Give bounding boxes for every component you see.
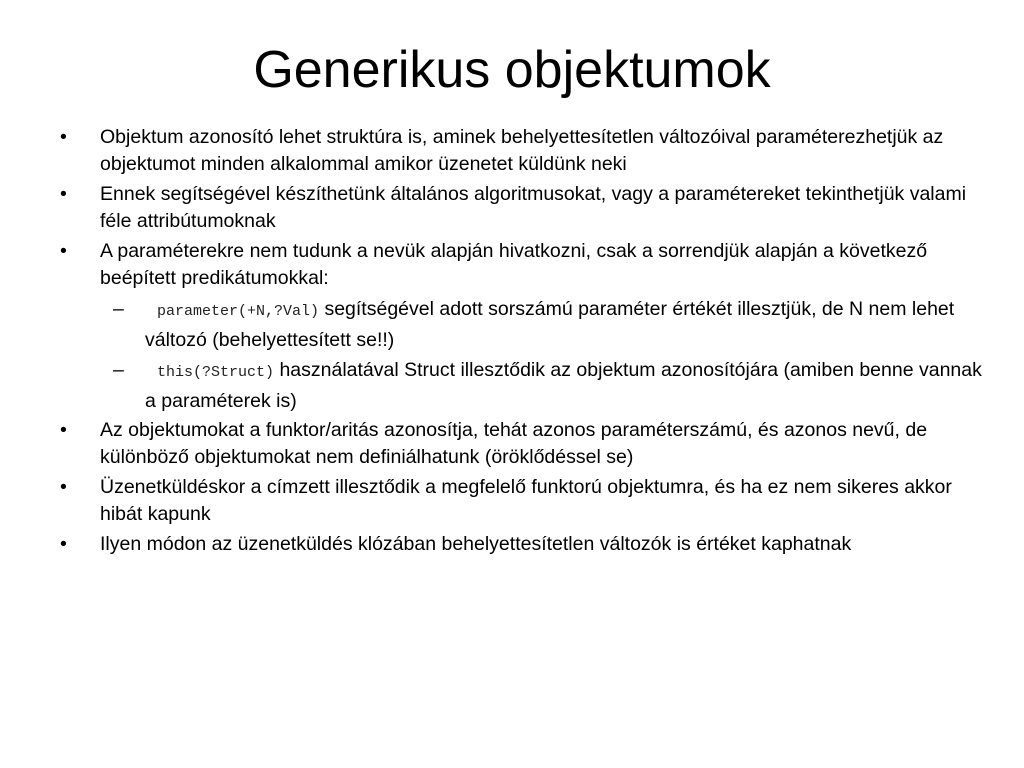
bullet-item xyxy=(56,181,996,235)
bullet-text: Az objektumokat a funktor/aritás azonosítja, tehát azonos paraméterszámú, és azonos nevű, de különböző objektumokat nem definiálhatunk (öröklődéssel se) xyxy=(100,419,928,468)
bullet-text: Üzenetküldéskor a címzett illesztődik a megfelelő funktorú objektumra, és ha ez nem sikeres akkor hibát kapunk xyxy=(100,476,952,525)
bullet-item xyxy=(56,417,996,471)
bullet-text: Ennek segítségével készíthetünk általános algoritmusokat, vagy a paramétereket tekinthetjük valami féle attribútumoknak xyxy=(100,183,967,232)
sub-bullet-text: használatával Struct illesztődik az objektum azonosítójára (amiben benne vannak a paraméterek is) xyxy=(145,359,982,412)
bullet-item xyxy=(56,238,996,292)
bullet-text: Ilyen módon az üzenetküldés klózában behelyettesítetlen változók is értéket kaphatnak xyxy=(100,533,852,555)
sub-bullet-item xyxy=(56,295,996,355)
dash-marker: – xyxy=(113,359,124,381)
sub-bullet-content xyxy=(145,298,954,351)
bullet-marker: • xyxy=(60,126,67,148)
bullet-item xyxy=(56,474,996,528)
sub-bullet-item xyxy=(56,356,996,416)
bullet-marker: • xyxy=(60,183,67,205)
bullet-item xyxy=(56,124,996,178)
bullet-marker: • xyxy=(60,419,67,441)
sub-bullet-content xyxy=(145,359,982,412)
bullet-text: A paraméterekre nem tudunk a nevük alapján hivatkozni, csak a sorrendjük alapján a következő beépített predikátumokkal: xyxy=(100,240,928,289)
dash-marker: – xyxy=(113,298,124,320)
code-this: this(?Struct) xyxy=(157,364,275,381)
sub-bullet-text: segítségével adott sorszámú paraméter értékét illesztjük, de N nem lehet változó (behelyettesített se!!) xyxy=(145,298,955,351)
bullet-list xyxy=(56,124,996,561)
bullet-marker: • xyxy=(60,240,67,262)
bullet-item xyxy=(56,531,996,558)
bullet-marker: • xyxy=(60,476,67,498)
bullet-text: Objektum azonosító lehet struktúra is, aminek behelyettesítetlen változóival paraméterezhetjük az objektumot minden alkalommal amikor üzenetet küldünk neki xyxy=(100,126,944,175)
bullet-marker: • xyxy=(60,533,67,555)
code-parameter: parameter(+N,?Val) xyxy=(157,303,320,320)
slide-title: Generikus objektumok xyxy=(253,41,771,99)
